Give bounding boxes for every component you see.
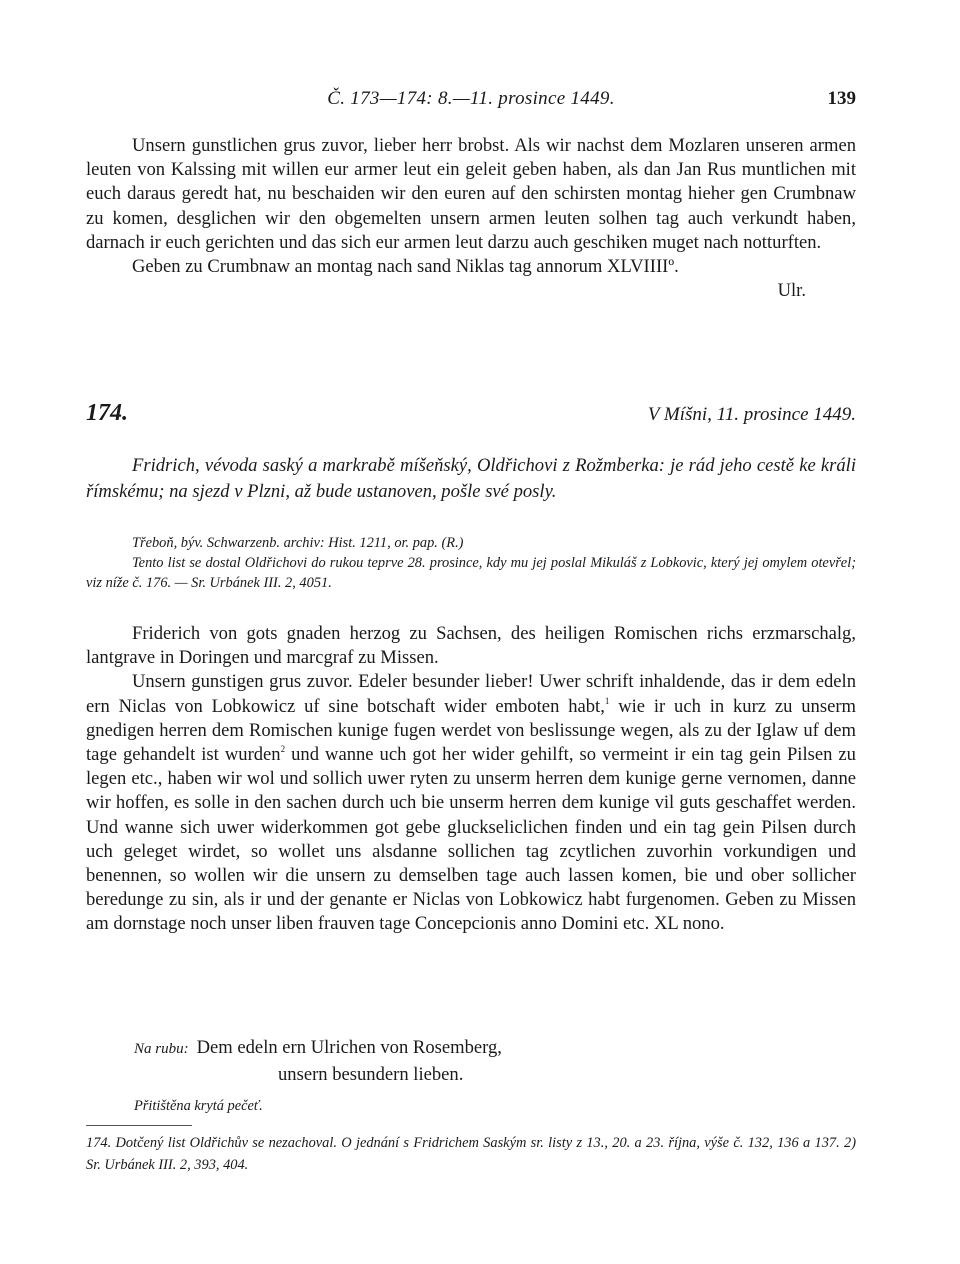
document-174-heading <box>86 400 856 427</box>
footnote-mark-2: 2 <box>280 744 286 755</box>
letter-173-text <box>86 134 856 303</box>
letter-174-text <box>86 622 856 937</box>
source-remark: Tento list se dostal Oldřichovi do rukou teprve 28. prosince, kdy mu jej poslal Mikuláš z Lobkovic, který jej omylem otevřel; viz níže č. 176. — Sr. Urbánek III. 2, 4051. <box>86 555 856 591</box>
letter-173-signature: Ulr. <box>777 280 806 302</box>
footnotes <box>86 1132 856 1176</box>
address-label: Na rubu: <box>134 1041 189 1057</box>
letter-174-body <box>86 670 856 936</box>
address-line-2: unsern besundern lieben. <box>278 1064 464 1085</box>
document-regest: Fridrich, vévoda saský a markrabě míšeňský, Oldřichovi z Rožmberka: je rád jeho cestě ke králi římskému; na sjezd v Plzni, až bude ustanoven, pošle své posly. <box>86 455 856 502</box>
address-line-1 <box>134 1035 834 1062</box>
letter-173-dating: Geben zu Crumbnaw an montag nach sand Niklas tag annorum XLVIIIIº. <box>132 256 679 278</box>
running-head: Č. 173—174: 8.—11. prosince 1449. <box>327 88 615 109</box>
page-number: 139 <box>827 88 856 109</box>
document-place-date: V Míšni, 11. prosince 1449. <box>647 404 856 425</box>
footnote-divider <box>86 1125 192 1126</box>
letter-173-body: Unsern gunstlichen grus zuvor, lieber herr brobst. Als wir nachst dem Mozlaren unseren armen leuten von Kalssing mit willen eur armer leut ein geleit geben haben, als dan Jan Rus muntlichen mit euch daraus geredt hat, nu beschaiden wir den euren auf den schirsten montag hieher gen Crumbnaw zu komen, desglichen wir den obgemelten unsern armen leuten solhen tag auch verkundt haben, darnach ir euch gerichten und das sich eur armen leut darzu auch geschiken muget nach notturften. <box>86 135 856 253</box>
letter-174-body-part2: wie ir uch in kurz zu unserm gnedigen herren dem Romischen kunige fugen werdet von beslissunge wegen, als zu der Iglaw uf dem tage gehandelt ist wurden <box>86 695 856 766</box>
letter-174-body-part1: Unsern gunstigen grus zuvor. Edeler besunder lieber! Uwer schrift inhaldende, das ir dem edeln ern Niclas von Lobkowicz uf sine botschaft wider emboten habt, <box>86 671 856 717</box>
seal-note: Přitištěna krytá pečeť. <box>134 1098 263 1114</box>
letter-174-body-part3: und wanne uch got her wider gehilft, so vermeint ir ein tag gein Pilsen zu legen etc., haben wir wol und sollich uwer ryten zu unserm herren dem kunige gerne vernomen, danne wir hoffen, es solle in den sachen durch uch bie unserm herren dem kunige vil guts geschaffet werden. Und wanne sich uwer widerkommen got gebe gluckseliclichen finden und ein tag gein Pilsen durch uch geleget wirdet, so wollet uns alsdanne sollichen tag zcytlichen zuvorhin vorkundigen und benennen, so wollen wir die unsern zu demselben tage auch lassen komen, bie und ober sollicher beredunge zu sin, als ir und der genante er Niclas von Lobkowicz habt furgenomen. Geben zu Missen am dornstage noch unser liben frauven tage Concepcionis anno Domini etc. XL nono. <box>86 744 856 935</box>
source-archive: Třeboň, býv. Schwarzenb. archiv: Hist. 1211, or. pap. (R.) <box>132 535 464 551</box>
letter-address <box>134 1035 834 1087</box>
address-text-1: Dem edeln ern Ulrichen von Rosemberg, <box>196 1037 502 1058</box>
source-notes <box>86 533 856 593</box>
letter-174-intitulation: Friderich von gots gnaden herzog zu Sachsen, des heiligen Romischen richs erzmarschalg, lantgrave in Doringen und marcgraf zu Missen. <box>86 623 856 669</box>
footnote-1: 174. Dotčený list Oldřichův se nezachoval. O jednání s Fridrichem Saským sr. listy z 13., 20. a 23. října, výše č. 132, 136 a 137. 2) Sr. Urbánek III. 2, 393, 404. <box>86 1135 856 1173</box>
footnote-mark-1: 1 <box>604 695 610 706</box>
document-number: 174. <box>86 400 128 426</box>
